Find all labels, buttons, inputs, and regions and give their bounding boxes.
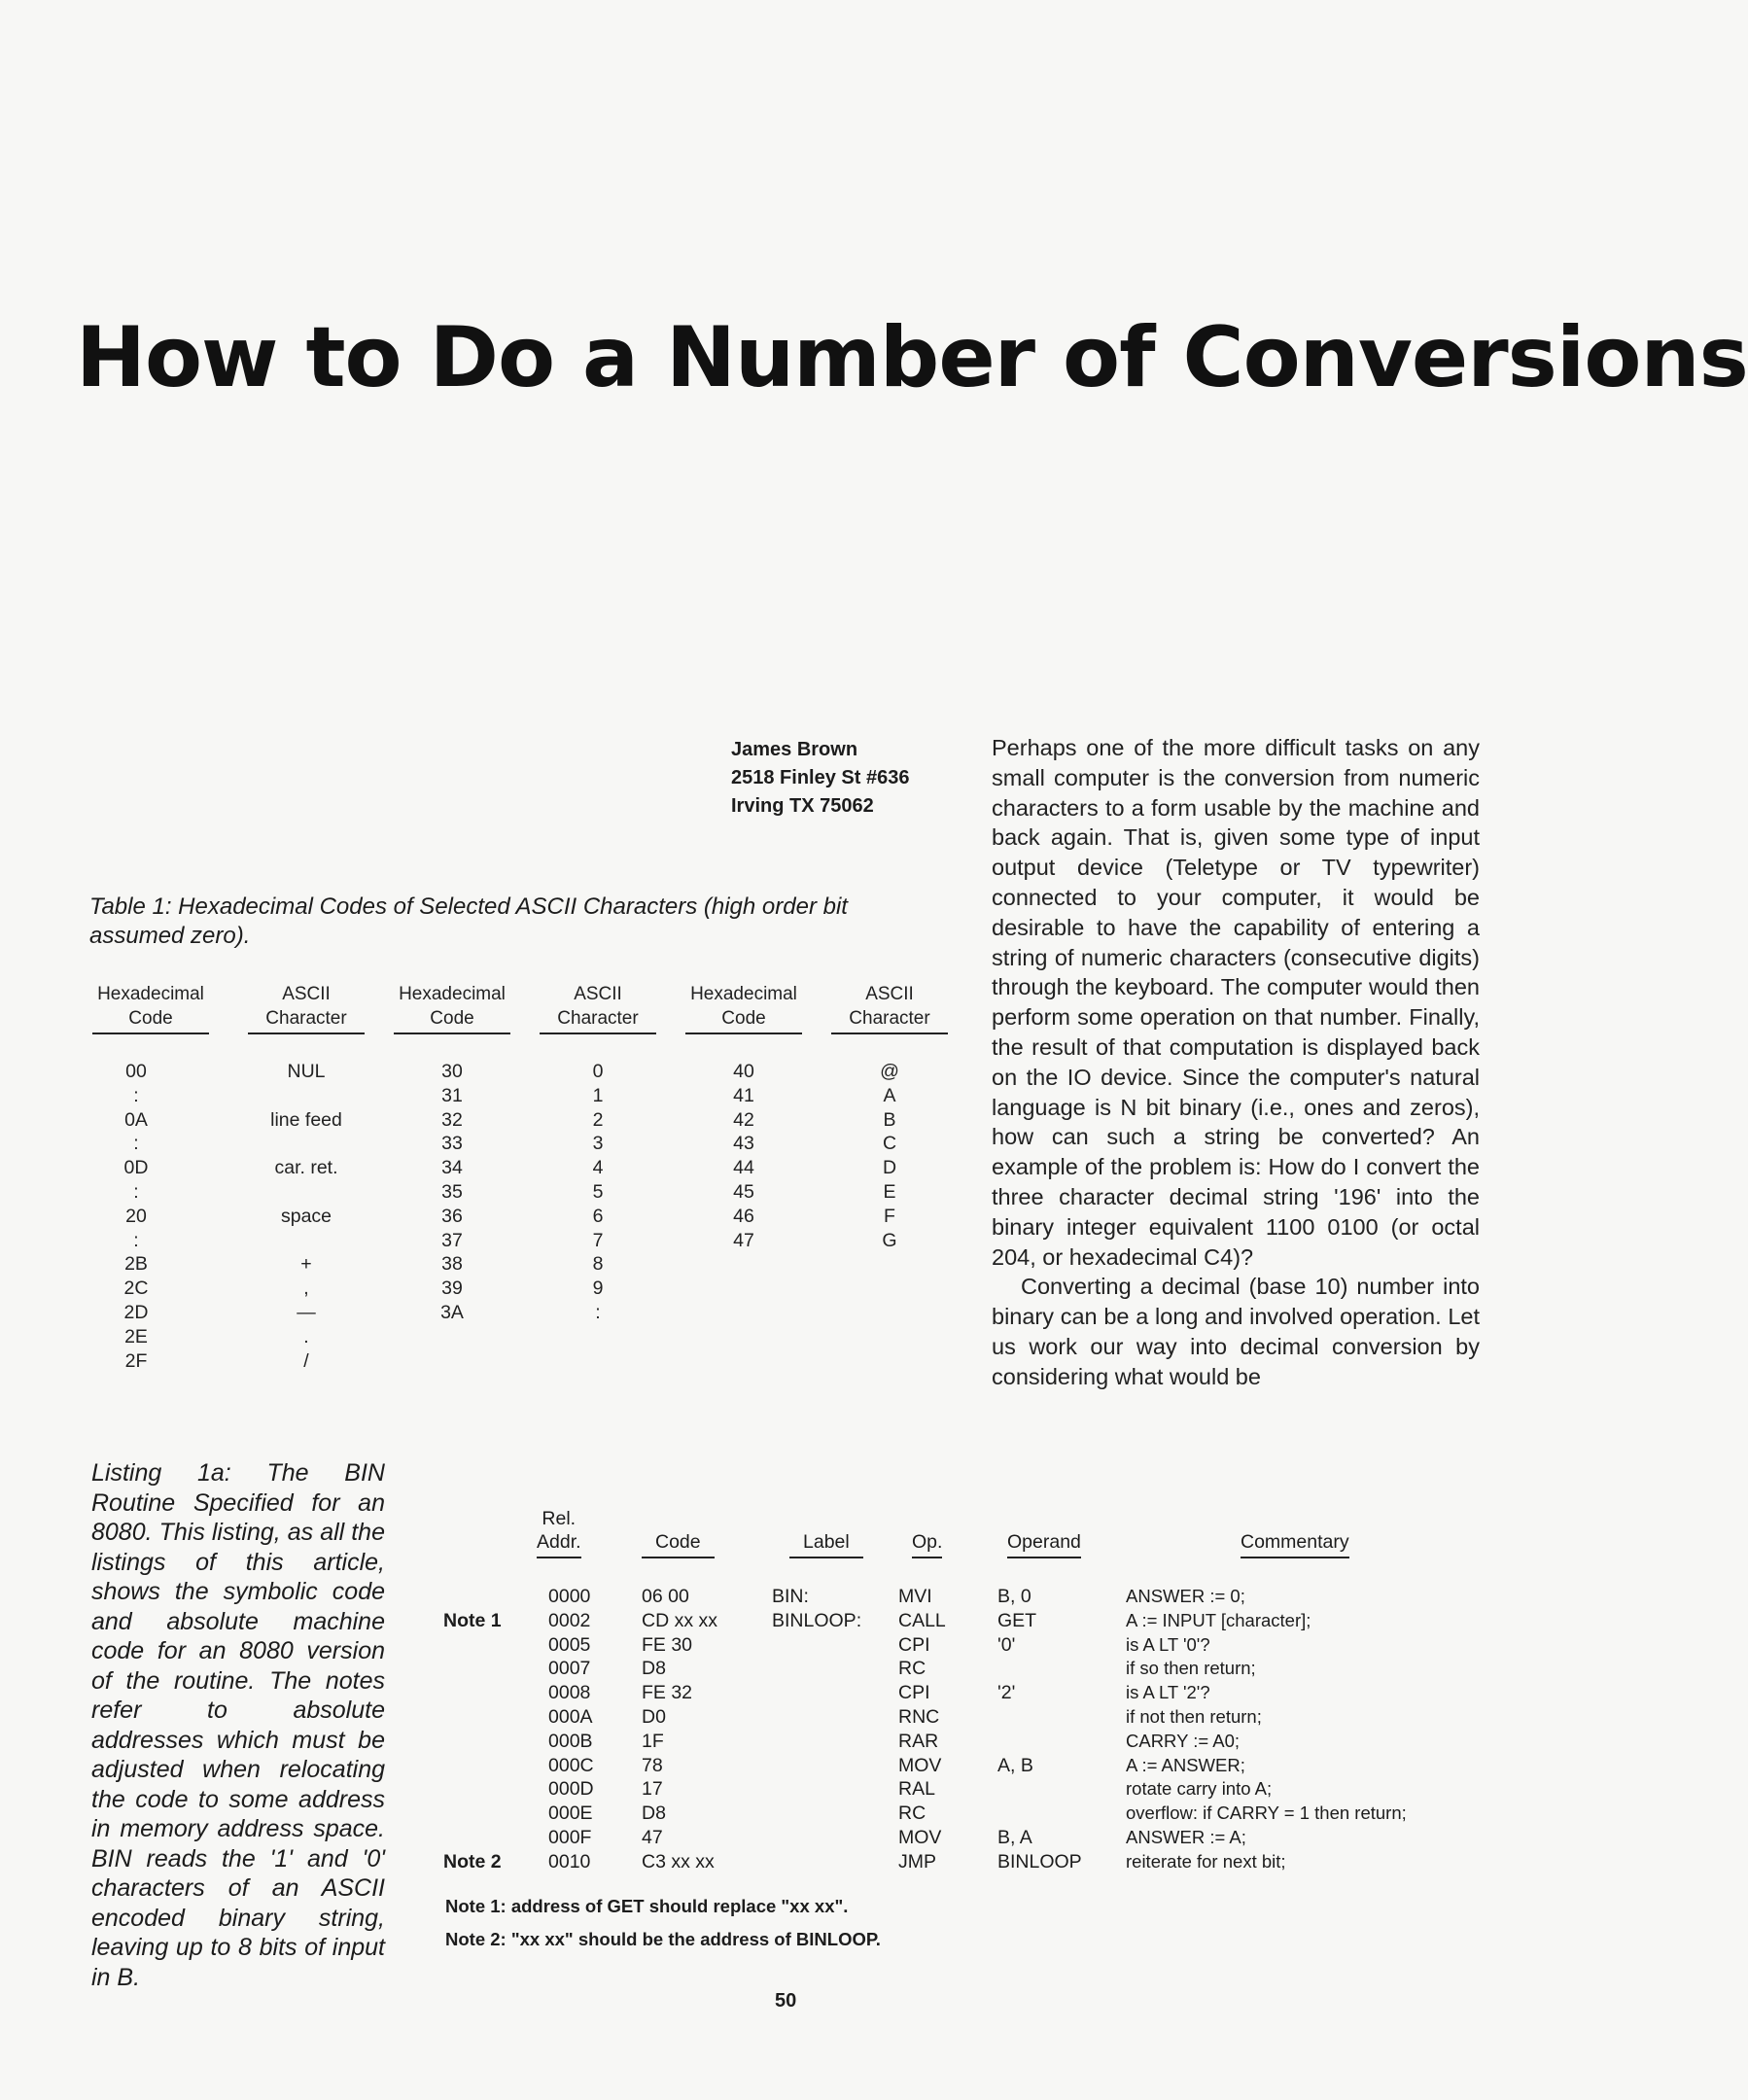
listing-code: FE 32 xyxy=(642,1682,693,1704)
listing-commentary: CARRY := A0; xyxy=(1126,1730,1241,1751)
table1-cell: 44 xyxy=(733,1157,754,1179)
listing-op: RNC xyxy=(898,1705,940,1728)
listing-caption: Listing 1a: The BIN Routine Specified for an 8080. This listing, as all the listings of this article, shows the symbolic code and absolute machine code for an 8080 version of the routine. The notes refer to absolute addresses which must be adjusted when relocating the code to some address in memory address space. BIN reads the '1' and '0' characters of an ASCII encoded binary string, leaving up to 8 bits of input in B. xyxy=(91,1459,385,1991)
table1-column-ascii-3 xyxy=(826,1060,953,1252)
listing-commentary: if so then return; xyxy=(1126,1658,1256,1679)
listing-note-marker xyxy=(443,1633,502,1658)
listing-op: MOV xyxy=(898,1826,942,1848)
body-paragraph: Converting a decimal (base 10) number into binary can be a long and involved operation. Let us work our way into decimal conversion by considering what would be xyxy=(992,1274,1480,1389)
author-street: 2518 Finley St #636 xyxy=(731,767,910,788)
table1-cell: : xyxy=(133,1133,139,1155)
table1-cell: . xyxy=(303,1325,309,1348)
table1-cell: / xyxy=(303,1349,309,1372)
listing-addr: 0000 xyxy=(548,1586,591,1607)
listing-operand: B, A xyxy=(997,1826,1032,1848)
table1-cell: 43 xyxy=(733,1133,754,1155)
table1-cell: 0A xyxy=(124,1108,148,1131)
listing-label xyxy=(772,1802,861,1826)
table1-cell: 37 xyxy=(441,1229,463,1251)
listing-addr-column xyxy=(548,1585,594,1874)
listing-note-marker: Note 1 xyxy=(443,1609,502,1631)
table1-cell: A xyxy=(883,1084,896,1106)
body-paragraph: Perhaps one of the more difficult tasks on any small computer is the conversion from numeric characters to a form usable by the machine and back again. That is, given some type of input output device (Teletype or TV typewriter) connected to your computer, it would be desirable to have the capability of entering a string of numeric characters (consecutive digits) through the keyboard. The computer would then perform some operation on that number. Finally, the result of that computation is displayed back on the IO device. Since the computer's natural language is N bit binary (i.e., ones and zeros), how can such a string be converted? An example of the problem is: How do I convert the three character decimal string '196' into the binary integer equivalent 1100 0100 (or octal 204, or hexadecimal C4)? xyxy=(992,735,1480,1270)
table1-cell: : xyxy=(133,1084,139,1106)
listing-code: FE 30 xyxy=(642,1633,693,1656)
listing-operand xyxy=(997,1730,1082,1754)
listing-commentary: ANSWER := 0; xyxy=(1126,1586,1245,1606)
listing-commentary: rotate carry into A; xyxy=(1126,1778,1273,1800)
table1-cell: C xyxy=(882,1133,897,1155)
listing-commentary: is A LT '0'? xyxy=(1126,1633,1210,1655)
table1-cell: 2D xyxy=(123,1301,149,1323)
table1-cell xyxy=(243,1084,369,1108)
table1-cell: D xyxy=(882,1157,897,1179)
table1-header: Hexadecimal Code xyxy=(78,982,224,1034)
table1-cell: 32 xyxy=(441,1108,463,1131)
table1-cell: , xyxy=(303,1278,309,1300)
table1-cell: 0 xyxy=(592,1061,604,1082)
listing-header-addr: Rel. Addr. xyxy=(537,1507,581,1558)
listing-label xyxy=(772,1657,861,1681)
listing-label xyxy=(772,1681,861,1705)
listing-header-commentary: Commentary xyxy=(1241,1530,1349,1558)
table1-cell: 41 xyxy=(733,1084,754,1106)
table1-column-ascii-1 xyxy=(243,1060,369,1373)
table1-cell: 7 xyxy=(592,1229,604,1251)
listing-commentary: if not then return; xyxy=(1126,1705,1262,1727)
table1-cell: 2F xyxy=(124,1349,148,1372)
table1-cell: G xyxy=(882,1229,897,1251)
table1-cell: F xyxy=(884,1205,895,1227)
listing-commentary: reiterate for next bit; xyxy=(1126,1850,1286,1872)
listing-op: MOV xyxy=(898,1754,942,1776)
listing-code: D8 xyxy=(642,1802,666,1825)
table1-cell: 47 xyxy=(733,1229,754,1251)
table1-caption: Table 1: Hexadecimal Codes of Selected ASCII Characters (high order bit assumed zero). xyxy=(89,893,848,949)
table1-header: Hexadecimal Code xyxy=(379,982,525,1034)
listing-operand: B, 0 xyxy=(997,1586,1031,1607)
listing-operand xyxy=(997,1705,1082,1730)
listing-code: D8 xyxy=(642,1658,666,1680)
listing-operand xyxy=(997,1802,1082,1826)
table1-cell: 2B xyxy=(124,1253,148,1276)
table1-cell: 35 xyxy=(441,1180,463,1203)
table1-cell: 9 xyxy=(592,1278,604,1300)
table1-cell: — xyxy=(297,1301,316,1323)
listing-notes-column xyxy=(443,1585,502,1874)
table1-cell: : xyxy=(133,1229,139,1251)
listing-commentary: A := ANSWER; xyxy=(1126,1754,1245,1775)
listing-operand: GET xyxy=(997,1609,1037,1631)
table1-cell: 0D xyxy=(123,1157,149,1179)
table1-header: Hexadecimal Code xyxy=(671,982,817,1034)
table1-cell: 36 xyxy=(441,1205,463,1227)
table1-cell: 2 xyxy=(592,1108,604,1131)
listing-note-marker xyxy=(443,1657,502,1681)
listing-header-op: Op. xyxy=(912,1530,942,1558)
listing-op: CALL xyxy=(898,1609,946,1631)
table1-cell: 20 xyxy=(125,1205,147,1227)
listing-note-marker xyxy=(443,1826,502,1850)
listing-op: CPI xyxy=(898,1633,930,1656)
table1-cell: B xyxy=(883,1108,896,1131)
listing-note-marker xyxy=(443,1705,502,1730)
listing-note-marker: Note 2 xyxy=(443,1850,502,1872)
listing-addr: 0010 xyxy=(548,1850,591,1872)
listing-label xyxy=(772,1850,861,1874)
listing-header-operand: Operand xyxy=(1007,1530,1081,1558)
table1-cell: car. ret. xyxy=(274,1157,338,1179)
listing-addr: 000E xyxy=(548,1802,593,1825)
table1-cell: 40 xyxy=(733,1061,754,1082)
table1-cell: + xyxy=(300,1253,312,1276)
table1-cell: 2C xyxy=(123,1278,149,1300)
author-block xyxy=(731,736,909,821)
listing-addr: 0008 xyxy=(548,1682,591,1704)
listing-commentary: A := INPUT [character]; xyxy=(1126,1609,1311,1630)
listing-note-marker xyxy=(443,1681,502,1705)
table1-cell: 39 xyxy=(441,1278,463,1300)
listing-operand xyxy=(997,1657,1082,1681)
listing-header-code: Code xyxy=(642,1530,715,1558)
author-city: Irving TX 75062 xyxy=(731,795,874,817)
table1-column-hex-2 xyxy=(379,1060,525,1325)
table1-cell: 4 xyxy=(592,1157,604,1179)
listing-operand xyxy=(997,1777,1082,1802)
listing-commentary: overflow: if CARRY = 1 then return; xyxy=(1126,1802,1407,1824)
table1-header: ASCII Character xyxy=(826,982,953,1034)
table1-header: ASCII Character xyxy=(535,982,661,1034)
table1-cell xyxy=(243,1180,369,1205)
listing-label: BIN: xyxy=(772,1586,809,1607)
listing-op: RAR xyxy=(898,1730,939,1752)
table1-column-hex-1 xyxy=(78,1060,194,1373)
table1-cell: 3A xyxy=(440,1301,464,1323)
table1-cell: 45 xyxy=(733,1180,754,1203)
listing-addr: 000D xyxy=(548,1778,594,1801)
table1-cell: E xyxy=(883,1180,896,1203)
listing-op-column xyxy=(898,1585,946,1874)
listing-footnote-2: Note 2: "xx xx" should be the address of BINLOOP. xyxy=(445,1929,881,1949)
listing-op: RC xyxy=(898,1802,926,1825)
listing-operand: '0' xyxy=(997,1633,1016,1656)
listing-note-marker xyxy=(443,1585,502,1609)
listing-addr: 0005 xyxy=(548,1633,591,1656)
table1-cell: 00 xyxy=(125,1061,147,1082)
listing-op: CPI xyxy=(898,1682,930,1704)
listing-addr: 0002 xyxy=(548,1609,591,1631)
listing-op: MVI xyxy=(898,1586,932,1607)
listing-header-label: Label xyxy=(789,1530,863,1558)
table1-cell: space xyxy=(280,1205,332,1227)
listing-label-column xyxy=(772,1585,861,1874)
listing-label xyxy=(772,1705,861,1730)
listing-commentary: is A LT '2'? xyxy=(1126,1682,1210,1703)
listing-addr: 000F xyxy=(548,1826,592,1848)
table1-cell: 30 xyxy=(441,1061,463,1082)
listing-code: 17 xyxy=(642,1778,663,1801)
table1-cell: 2E xyxy=(124,1325,148,1348)
listing-code: 1F xyxy=(642,1730,664,1752)
table1-cell: 1 xyxy=(592,1084,604,1106)
listing-note-marker xyxy=(443,1777,502,1802)
listing-commentary-column xyxy=(1126,1585,1407,1874)
listing-code: CD xx xx xyxy=(642,1609,717,1631)
table1-cell: 6 xyxy=(592,1205,604,1227)
listing-label xyxy=(772,1754,861,1778)
listing-label xyxy=(772,1730,861,1754)
listing-note-marker xyxy=(443,1802,502,1826)
table1-cell: 33 xyxy=(441,1133,463,1155)
table1-cell: 42 xyxy=(733,1108,754,1131)
table1-column-ascii-2 xyxy=(535,1060,661,1325)
table1-cell: NUL xyxy=(287,1061,326,1082)
listing-footnote-1: Note 1: address of GET should replace "xx xx". xyxy=(445,1896,849,1916)
table1 xyxy=(78,982,933,1390)
listing-addr: 000B xyxy=(548,1730,593,1752)
table1-cell: 31 xyxy=(441,1084,463,1106)
table1-header: ASCII Character xyxy=(243,982,369,1034)
table1-cell: : xyxy=(133,1180,139,1203)
table1-cell: 5 xyxy=(592,1180,604,1203)
listing-code: 78 xyxy=(642,1754,663,1776)
table1-cell: line feed xyxy=(270,1108,342,1131)
table1-column-hex-3 xyxy=(671,1060,817,1252)
table1-cell: 34 xyxy=(441,1157,463,1179)
author-name: James Brown xyxy=(731,739,858,760)
listing-op: RAL xyxy=(898,1778,935,1801)
listing-operand: A, B xyxy=(997,1754,1033,1776)
listing-table xyxy=(437,1507,1487,1964)
listing-label: BINLOOP: xyxy=(772,1609,862,1631)
listing-addr: 000C xyxy=(548,1754,594,1776)
listing-note-marker xyxy=(443,1754,502,1778)
table1-cell xyxy=(243,1229,369,1253)
body-text xyxy=(992,733,1480,1392)
listing-operand: BINLOOP xyxy=(997,1850,1082,1872)
listing-label xyxy=(772,1777,861,1802)
listing-code: C3 xx xx xyxy=(642,1850,715,1872)
listing-code: D0 xyxy=(642,1705,666,1728)
listing-code: 47 xyxy=(642,1826,663,1848)
listing-label xyxy=(772,1826,861,1850)
listing-code: 06 00 xyxy=(642,1586,689,1607)
listing-operand: '2' xyxy=(997,1682,1016,1704)
table1-cell: 38 xyxy=(441,1253,463,1276)
listing-op: JMP xyxy=(898,1850,936,1872)
listing-label xyxy=(772,1633,861,1658)
listing-op: RC xyxy=(898,1658,926,1680)
listing-code-column xyxy=(642,1585,717,1874)
page-number: 50 xyxy=(775,1990,797,2012)
table1-cell: 8 xyxy=(592,1253,604,1276)
listing-addr: 0007 xyxy=(548,1658,591,1680)
listing-note-marker xyxy=(443,1730,502,1754)
listing-commentary: ANSWER := A; xyxy=(1126,1826,1246,1847)
article-title: How to Do a Number of Conversions xyxy=(76,309,1748,406)
table1-cell: : xyxy=(595,1301,601,1323)
listing-operand-column xyxy=(997,1585,1082,1874)
table1-cell: 46 xyxy=(733,1205,754,1227)
table1-cell xyxy=(243,1132,369,1156)
listing-addr: 000A xyxy=(548,1705,593,1728)
table1-cell: @ xyxy=(880,1061,899,1082)
table1-cell: 3 xyxy=(592,1133,604,1155)
